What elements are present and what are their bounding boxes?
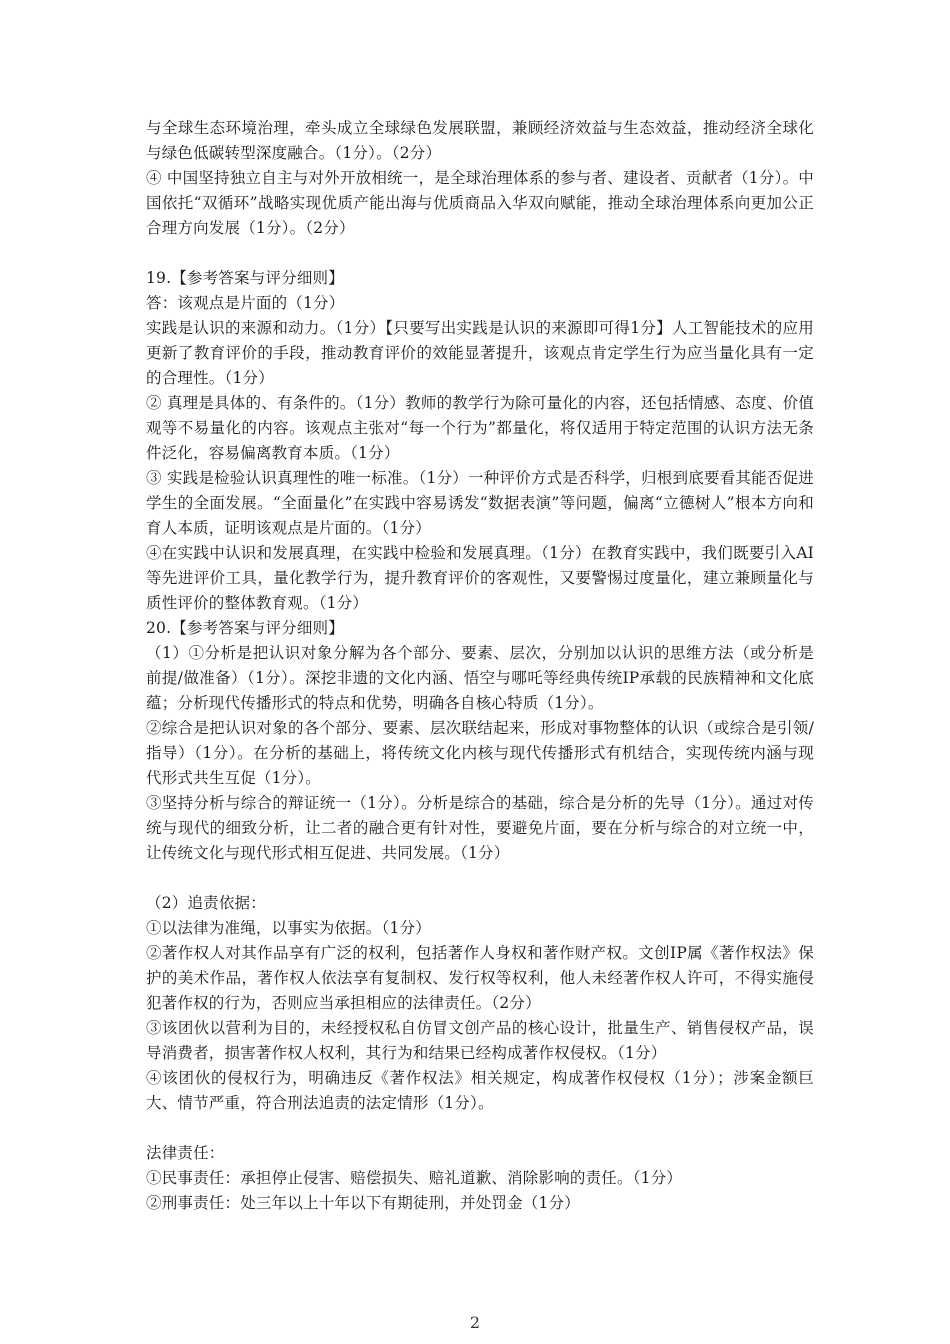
document-body — [146, 116, 814, 1216]
paragraph: ③ 实践是检验认识真理性的唯一标准。（1分）一种评价方式是否科学，归根到底要看其能否促进学生的全面发展。“全面量化”在实践中容易诱发“数据表演”等问题，偏离“立德树人”根本方向和育人本质，证明该观点是片面的。（1分） — [146, 469, 814, 537]
q19-heading: 19.【参考答案与评分细则】 — [146, 269, 344, 287]
spacer — [146, 241, 814, 266]
page-number: 2 — [469, 1313, 481, 1332]
legal-liability-heading: 法律责任： — [146, 1144, 225, 1162]
paragraph: ② 真理是具体的、有条件的。（1分）教师的教学行为除可量化的内容，还包括情感、态度、价值观等不易量化的内容。该观点主张对“每一个行为”都量化，将仅适用于特定范围的认识方法无条件泛化，容易偏离教育本质。（1分） — [146, 394, 814, 462]
paragraph: ①以法律为准绳，以事实为依据。（1分） — [146, 919, 431, 937]
paragraph: 答：该观点是片面的（1分） — [146, 294, 345, 312]
paragraph: 实践是认识的来源和动力。（1分）【只要写出实践是认识的来源即可得1分】人工智能技术的应用更新了教育评价的手段，推动教育评价的效能显著提升，该观点肯定学生行为应当量化具有一定的合理性。（1分） — [146, 319, 814, 387]
paragraph: ②著作权人对其作品享有广泛的权利，包括著作人身权和著作财产权。文创IP属《著作权法》保护的美术作品，著作权人依法享有复制权、发行权等权利，他人未经著作权人许可，不得实施侵犯著作权的行为，否则应当承担相应的法律责任。（2分） — [146, 944, 814, 1012]
paragraph: ④该团伙的侵权行为，明确违反《著作权法》相关规定，构成著作权侵权（1分）；涉案金额巨大、情节严重，符合刑法追责的法定情形（1分）。 — [146, 1069, 814, 1112]
paragraph: ④在实践中认识和发展真理，在实践中检验和发展真理。（1分）在教育实践中，我们既要引入AI等先进评价工具，量化教学行为，提升教育评价的客观性，又要警惕过度量化，建立兼顾量化与质性评价的整体教育观。（1分） — [146, 544, 814, 612]
q20-heading: 20.【参考答案与评分细则】 — [146, 619, 344, 637]
paragraph: 与全球生态环境治理，牵头成立全球绿色发展联盟，兼顾经济效益与生态效益，推动经济全球化与绿色低碳转型深度融合。（1分）。（2分） — [146, 119, 814, 162]
paragraph: ②刑事责任：处三年以上十年以下有期徒刑，并处罚金（1分） — [146, 1194, 580, 1212]
q20-part2-heading: （2）追责依据： — [146, 894, 266, 912]
spacer — [146, 1116, 814, 1141]
paragraph: ②综合是把认识对象的各个部分、要素、层次联结起来，形成对事物整体的认识（或综合是引领/指导）（1分）。在分析的基础上，将传统文化内核与现代传播形式有机结合，实现传统内涵与现代形式共生互促（1分）。 — [146, 719, 814, 787]
paragraph: （1）①分析是把认识对象分解为各个部分、要素、层次，分别加以认识的思维方法（或分析是前提/做准备）（1分）。深挖非遗的文化内涵、悟空与哪吒等经典传统IP承载的民族精神和文化底蕴；分析现代传播形式的特点和优势，明确各自核心特质（1分）。 — [146, 644, 814, 712]
paragraph: ④ 中国坚持独立自主与对外开放相统一，是全球治理体系的参与者、建设者、贡献者（1分）。中国依托“双循环”战略实现优质产能出海与优质商品入华双向赋能，推动全球治理体系向更加公正合理方向发展（1分）。（2分） — [146, 169, 814, 237]
spacer — [146, 866, 814, 891]
paragraph: ③坚持分析与综合的辩证统一（1分）。分析是综合的基础，综合是分析的先导（1分）。通过对传统与现代的细致分析，让二者的融合更有针对性，要避免片面，要在分析与综合的对立统一中，让传统文化与现代形式相互促进、共同发展。（1分） — [146, 794, 814, 862]
paragraph: ①民事责任：承担停止侵害、赔偿损失、赔礼道歉、消除影响的责任。（1分） — [146, 1169, 683, 1187]
paragraph: ③该团伙以营利为目的，未经授权私自仿冒文创产品的核心设计，批量生产、销售侵权产品，误导消费者，损害著作权人权利，其行为和结果已经构成著作权侵权。（1分） — [146, 1019, 814, 1062]
